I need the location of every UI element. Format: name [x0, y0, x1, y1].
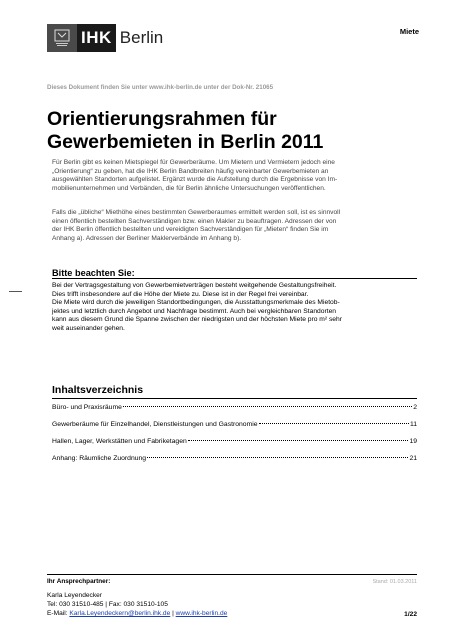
footer-divider: [47, 574, 417, 575]
toc-leader: [259, 423, 409, 424]
intro-paragraph-2: [52, 209, 416, 244]
email-link[interactable]: Karla.Leyendeckern@berlin.ihk.de: [69, 610, 171, 617]
toc-leader: [188, 440, 409, 441]
logo-org: IHK: [77, 24, 116, 52]
text-line: Anhang a). Adressen der Berliner Maklerverbände im Anhang b).: [52, 235, 242, 243]
text-line: jektes und letztlich durch Angebot und Nachfrage bestimmt. Auch bei vergleichbaren Standorten: [52, 307, 337, 315]
toc-entry-label: Anhang: Räumliche Zuordnung: [52, 455, 147, 462]
toc-entry-page: 11: [409, 421, 417, 428]
source-note: Dieses Dokument finden Sie unter www.ihk-berlin.de unter der Dok-Nr. 21065: [47, 84, 274, 91]
contact-email-line: [47, 610, 227, 617]
title-line-2: Gewerbemieten in Berlin 2011: [47, 131, 324, 153]
text-line: weit auseinander gehen.: [52, 324, 125, 332]
contact-name: Karla Leyendecker: [47, 592, 102, 599]
toc-entry-label: Büro- und Praxisräume: [52, 404, 122, 411]
intro-paragraph-1: [52, 159, 416, 194]
toc-entry[interactable]: [52, 416, 417, 433]
toc-leader: [147, 457, 408, 458]
title-line-1: Orientierungsrahmen für: [47, 108, 277, 130]
contact-phone: Tel: 030 31510-485 | Fax: 030 31510-105: [47, 601, 168, 608]
text-line: Für Berlin gibt es keinen Mietspiegel für Gewerberäume. Um Mietern und Vermietern jedoch eine: [52, 159, 335, 166]
toc-leader: [123, 406, 412, 407]
text-line: Bei der Vertragsgestaltung von Gewerbemietverträgen besteht weitgehende Gestaltungsfreiheit.: [52, 282, 337, 289]
text-line: einen öffentlich bestellten Sachverständigen bzw. einen Makler zu beauftragen. Adressen der von: [52, 217, 337, 225]
text-line: kann aus diesem Grund die Spanne zwischen der niedrigsten und der höchsten Miete pro m² sehr: [52, 316, 342, 324]
toc-entry-label: Gewerberäume für Einzelhandel, Dienstleistungen und Gastronomie: [52, 421, 258, 428]
page-title: [47, 108, 427, 154]
fold-mark: [9, 291, 22, 292]
text-line: der IHK Berlin öffentlich bestellten und vereidigten Sachverständigen für „Mieten“ finden Sie im: [52, 226, 329, 234]
website-link[interactable]: www.ihk-berlin.de: [175, 610, 228, 617]
toc-entry[interactable]: [52, 433, 417, 450]
text-line: mobilienunternehmen und Verbänden, die für Berlin ähnliche Untersuchungen veröffentlichen.: [52, 185, 326, 193]
text-line: Die Miete wird durch die jeweiligen Standortbedingungen, die Ausstattungsmerkmale des Mietob-: [52, 299, 340, 307]
email-prefix: E-Mail:: [47, 610, 70, 617]
notice-text: [52, 278, 417, 334]
text-line: Falls die „übliche“ Miethöhe eines bestimmten Gewerberaumes ermittelt werden soll, ist es sinnvoll: [52, 209, 341, 216]
toc-entry-label: Hallen, Lager, Werkstätten und Fabriketagen: [52, 438, 187, 445]
toc-entry-page: 21: [409, 455, 417, 462]
toc-entry-page: 2: [413, 404, 417, 411]
document-category: Miete: [399, 27, 419, 36]
text-line: Dies trifft insbesondere auf die Höhe der Miete zu. Diese ist in der Regel frei vereinbar.: [52, 290, 309, 298]
document-date: Stand: 01.03.2011: [372, 579, 417, 585]
ihk-emblem-icon: [47, 24, 77, 52]
text-line: ausgewählten Standorten aufgelistet. Ergänzt wurde die Aufstellung durch die Ergebnisse von Im-: [52, 176, 338, 184]
page-number: 1/22: [404, 611, 417, 618]
table-of-contents: [52, 398, 417, 467]
link-separator: |: [172, 610, 176, 617]
text-line: „Orientierung“ zu geben, hat die IHK Berlin Bandbreiten häufig vereinbarter Gewerbemieten an: [52, 167, 329, 175]
toc-entry[interactable]: [52, 450, 417, 467]
toc-heading: Inhaltsverzeichnis: [52, 384, 144, 396]
ihk-berlin-logo: [47, 24, 163, 52]
toc-entry-page: 19: [409, 438, 417, 445]
logo-city: Berlin: [119, 28, 164, 47]
contact-heading: Ihr Ansprechpartner:: [47, 578, 111, 585]
notice-heading: Bitte beachten Sie:: [52, 268, 135, 278]
toc-entry[interactable]: [52, 399, 417, 416]
